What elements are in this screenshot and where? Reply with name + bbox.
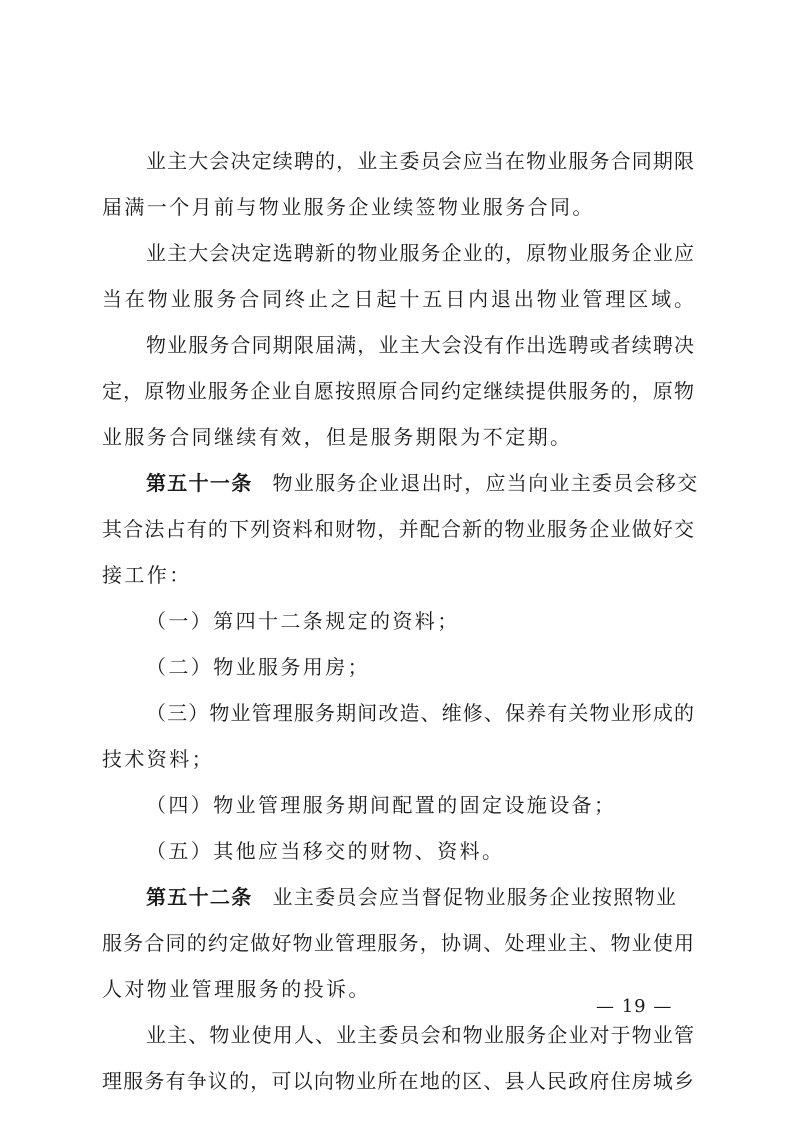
paragraph-line: 业主大会决定续聘的，业主委员会应当在物业服务合同期限	[146, 149, 694, 173]
paragraph-line: 物业服务合同期限届满，业主大会没有作出选聘或者续聘决	[146, 333, 694, 357]
list-item: （一）第四十二条规定的资料；	[146, 609, 460, 633]
paragraph-line: 业主大会决定选聘新的物业服务企业的，原物业服务企业应	[146, 241, 694, 265]
paragraph-line: 业主、物业使用人、业主委员会和物业服务企业对于物业管	[146, 1023, 694, 1047]
paragraph-line: 服务合同的约定做好物业管理服务，协调、处理业主、物业使用	[102, 931, 694, 955]
list-item: （四）物业管理服务期间配置的固定设施设备；	[146, 793, 617, 817]
article-number: 第五十二条	[146, 885, 253, 909]
paragraph-line: 当在物业服务合同终止之日起十五日内退出物业管理区域。	[102, 287, 694, 311]
list-item: （三）物业管理服务期间改造、维修、保养有关物业形成的	[146, 701, 694, 725]
paragraph-line: 业服务合同继续有效，但是服务期限为不定期。	[102, 425, 573, 449]
paragraph-line: 人对物业管理服务的投诉。	[102, 977, 371, 1001]
article-text: 物业服务企业退出时，应当向业主委员会移交	[272, 471, 699, 495]
article-number: 第五十一条	[146, 471, 253, 495]
paragraph-line: 届满一个月前与物业服务企业续签物业服务合同。	[102, 195, 595, 219]
list-item: （五）其他应当移交的财物、资料。	[146, 839, 505, 863]
list-item-continuation: 技术资料；	[102, 747, 214, 771]
paragraph-line: 其合法占有的下列资料和财物，并配合新的物业服务企业做好交	[102, 517, 694, 541]
list-item: （二）物业服务用房；	[146, 655, 370, 679]
article-51-first-line	[146, 470, 699, 496]
article-text: 业主委员会应当督促物业服务企业按照物业	[272, 885, 678, 909]
paragraph-line: 理服务有争议的，可以向物业所在地的区、县人民政府住房城乡	[102, 1069, 694, 1093]
article-52-first-line	[146, 884, 677, 910]
paragraph-line: 接工作：	[102, 563, 192, 587]
page-number: — 19 —	[596, 996, 673, 1017]
paragraph-line: 定，原物业服务企业自愿按照原合同约定继续提供服务的，原物	[102, 379, 694, 403]
